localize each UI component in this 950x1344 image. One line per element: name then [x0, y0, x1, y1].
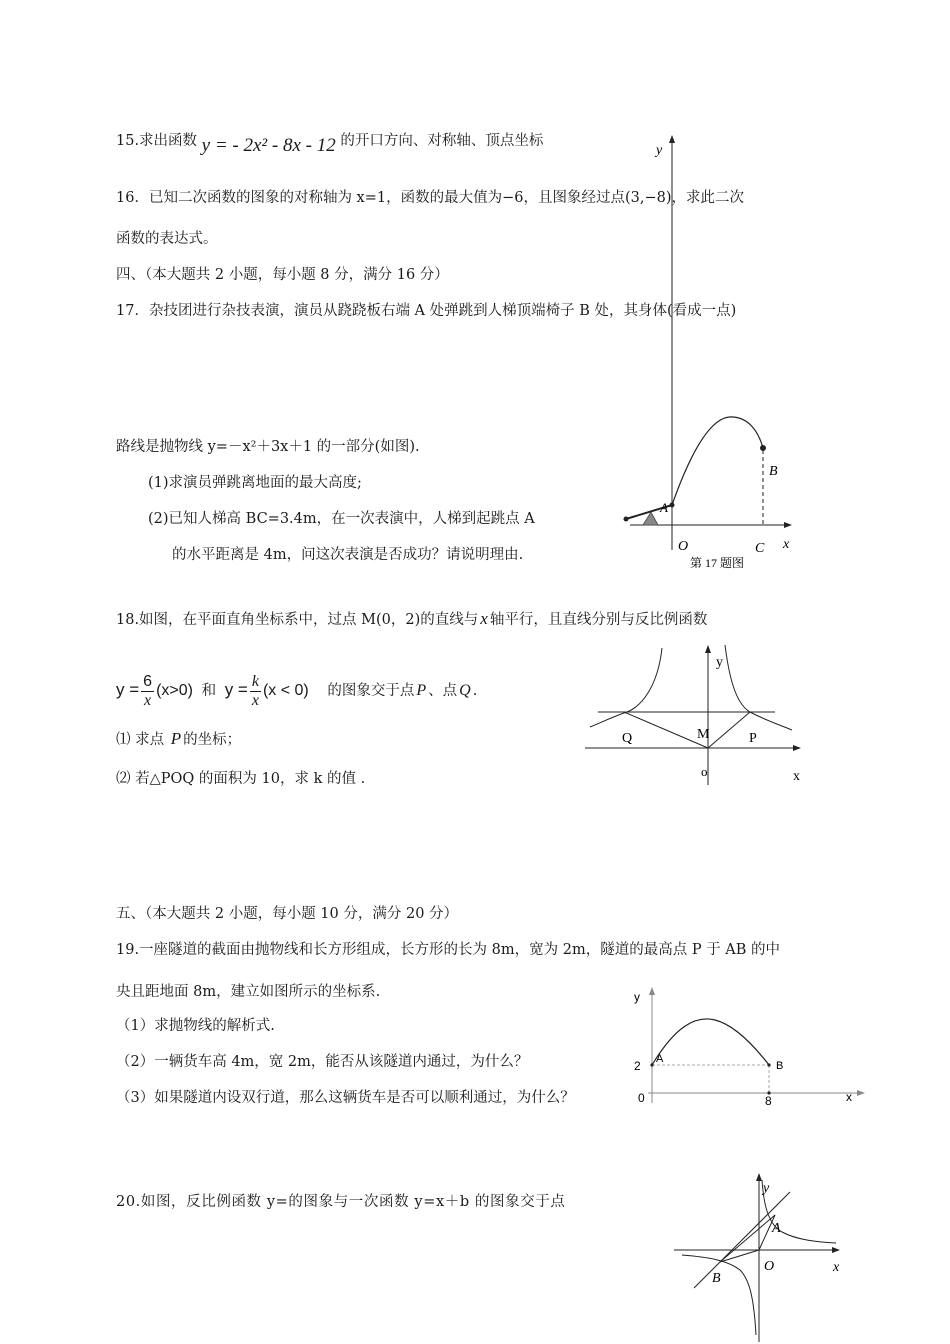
q19-line2: 央且距地面 8m，建立如图所示的坐标系.: [116, 984, 381, 1000]
q19-parabola: [652, 1019, 769, 1065]
q19-y-arrow: [649, 987, 655, 995]
q18-sub1b: 的坐标；: [183, 732, 242, 748]
q18-dot: .: [472, 683, 478, 699]
section5-heading: 五、（本大题共 2 小题，每小题 10 分，满分 20 分）: [116, 906, 459, 922]
q18-f2-cond: (x < 0): [262, 682, 309, 699]
q17-label-x: x: [783, 537, 790, 552]
q19-label-x: x: [846, 1090, 852, 1104]
q18-label-q: Q: [622, 731, 633, 746]
q19-label-two: 2: [634, 1059, 641, 1073]
q20-label-x: x: [833, 1260, 840, 1275]
q19-figure: [620, 985, 870, 1110]
q18-f1-num: 6: [143, 672, 153, 690]
q18-x-arrow: [793, 745, 801, 751]
q18-p-symbol: P: [416, 682, 427, 699]
q18-line1a: 18.如图，在平面直角坐标系中，过点 M(0，2)的直线与: [116, 612, 479, 628]
q18-label-x: x: [793, 769, 800, 784]
q17-label-a: A: [660, 500, 668, 515]
q19-sub1: （1）求抛物线的解析式.: [116, 1018, 275, 1034]
q20-figure: [672, 1170, 852, 1344]
q19-point-b: [767, 1063, 770, 1066]
q17-line1: 17．杂技团进行杂技表演，演员从跷跷板右端 A 处弹跳到人梯顶端椅子 B 处，其身体(看成一点): [116, 303, 737, 319]
q19-sub2: （2）一辆货车高 4m，宽 2m，能否从该隧道内通过，为什么？: [116, 1054, 529, 1070]
q18-f1-cond: (x>0): [156, 682, 193, 699]
q18-oq: [624, 712, 708, 748]
q19-label-y: y: [634, 990, 640, 1004]
q20-y-arrow: [756, 1173, 762, 1181]
q19-label-a: A: [656, 1053, 664, 1065]
q17-sub2b: 的水平距离是 4m，问这次表演是否成功？请说明理由.: [172, 547, 524, 563]
q17-parabola: [672, 417, 763, 505]
q20-label-o: O: [764, 1259, 775, 1274]
q17-figure: [600, 130, 810, 570]
q15-text: [116, 130, 544, 156]
q15-number: 15.: [116, 133, 140, 149]
q20-label-a: A: [772, 1221, 781, 1236]
q17-caption: 第 17 题图: [690, 556, 745, 570]
q17-line2: 路线是抛物线 y=－x²＋3x＋1 的一部分(如图).: [116, 439, 420, 455]
q20-line1: 20.如图，反比例函数 y=的图象与一次函数 y=x＋b 的图象交于点: [116, 1194, 566, 1210]
q18-label-m: M: [697, 727, 710, 742]
q19-label-eight: 8: [765, 1094, 772, 1108]
q18-sub1a: ⑴ 求点: [116, 732, 165, 748]
q18-label-p: P: [749, 731, 757, 746]
q20-line-ab: [694, 1192, 790, 1288]
q18-f2-y: y =: [224, 680, 248, 699]
q19-line1: 19.一座隧道的截面由抛物线和长方形组成，长方形的长为 8m，宽为 2m，隧道的最高点 P 于 AB 的中: [116, 942, 781, 958]
q18-and: 和: [201, 683, 217, 699]
q19-point-a: [650, 1063, 653, 1066]
q17-y-arrow: [669, 135, 675, 143]
q18-sub1: [116, 729, 241, 750]
q16-line2: 函数的表达式。: [116, 231, 218, 247]
q18-curve-left: [590, 648, 662, 727]
q16-line1: 16．已知二次函数的图象的对称轴为 x=1，函数的最大值为−6，且图象经过点(3,−8)，求此二次: [116, 190, 745, 206]
q15-pre: 求出函数: [139, 133, 198, 149]
q17-label-b: B: [769, 464, 778, 479]
q18-y-arrow: [705, 645, 711, 653]
q15-post: 的开口方向、对称轴、顶点坐标: [340, 133, 544, 149]
section4-heading: 四、（本大题共 2 小题，每小题 8 分，满分 16 分）: [116, 267, 449, 283]
q19-sub3: （3）如果隧道内设双行道，那么这辆货车是否可以顺利通过，为什么？: [116, 1090, 575, 1106]
q18-sep: 、点: [428, 683, 458, 699]
q17-x-arrow: [784, 522, 792, 528]
q19-label-o: 0: [638, 1091, 645, 1105]
q20-ab-chord: [720, 1215, 775, 1262]
q18-x-symbol: x: [480, 609, 488, 628]
q18-f2-den: x: [251, 691, 259, 709]
q18-line2: [116, 668, 477, 712]
q20-label-b: B: [712, 1271, 721, 1286]
q18-f1-y: y =: [116, 680, 140, 699]
q17-sub1: (1)求演员弹跳离地面的最大高度;: [148, 475, 362, 491]
q18-op: [708, 712, 750, 748]
q18-f2-num: k: [251, 672, 259, 690]
q18-f1-frac: [141, 673, 154, 710]
q20-curve-left: [682, 1255, 756, 1335]
q18-figure: [580, 640, 820, 790]
q19-label-b: B: [776, 1060, 784, 1072]
q20-label-y: y: [763, 1181, 770, 1196]
q18-line1b: 轴平行，且直线分别与反比例函数: [489, 612, 708, 628]
q17-seesaw-end: [624, 517, 629, 522]
q18-line1: [116, 609, 707, 630]
q18-label-y: y: [716, 655, 723, 670]
q18-curve-right: [725, 645, 792, 730]
q17-label-o: O: [678, 539, 689, 554]
q18-f1-den: x: [144, 691, 152, 709]
q18-f2-frac: [250, 673, 261, 710]
q17-sub2a: (2)已知人梯高 BC=3.4m，在一次表演中，人梯到起跳点 A: [148, 511, 535, 527]
q18-sub2: ⑵ 若△POQ 的面积为 10，求 k 的值 .: [116, 771, 366, 787]
q18-q-symbol: Q: [459, 682, 471, 699]
q18-label-o: o: [701, 764, 708, 779]
q17-label-c: C: [755, 541, 765, 556]
q15-formula: y = - 2x² - 8x - 12: [201, 135, 336, 156]
q17-label-y: y: [656, 143, 663, 158]
q20-x-arrow: [832, 1247, 840, 1253]
q18-line2b: 的图象交于点: [327, 683, 415, 699]
q18-sub1-p: P: [170, 729, 182, 748]
q19-x-arrow: [857, 1090, 865, 1096]
q17-point-a: [670, 503, 675, 508]
